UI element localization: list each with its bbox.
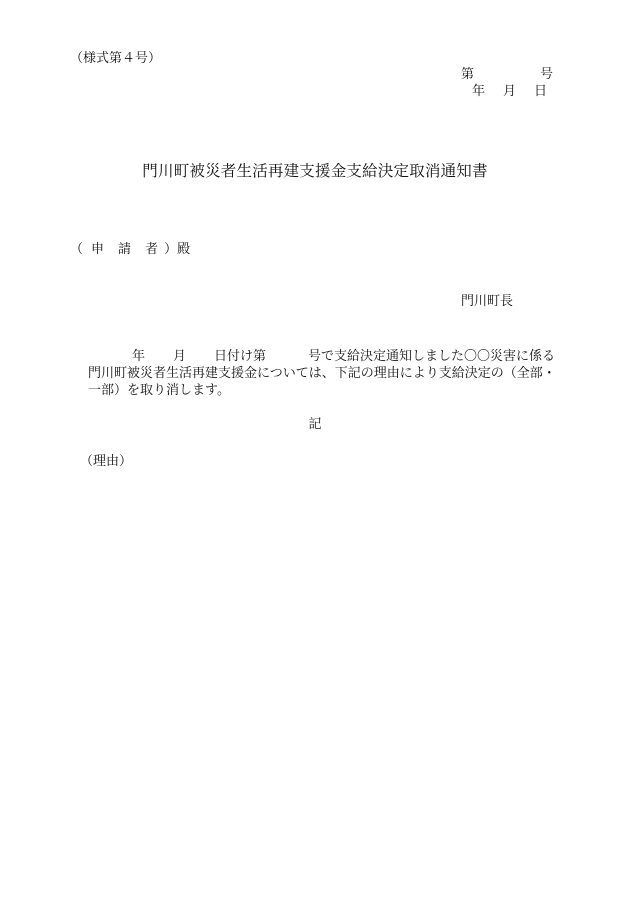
- issue-date: [472, 85, 547, 98]
- addressee-honorific: 殿: [177, 242, 191, 257]
- addressee-close-paren: ）: [164, 242, 178, 257]
- form-number: （様式第４号）: [70, 51, 162, 66]
- sender-name: 門川町長: [461, 294, 514, 309]
- body-line-3: 一部）を取り消します。: [88, 383, 230, 398]
- body-line-2: 門川町被災者生活再建支援金については、下記の理由により支給決定の（全部・: [88, 366, 556, 381]
- ki-heading: 記: [308, 417, 322, 432]
- addressee-char-2: 請: [118, 242, 132, 257]
- date-day: 日: [534, 84, 548, 99]
- reference-go: 号: [540, 67, 554, 82]
- body-month: 月: [173, 349, 187, 364]
- date-month: 月: [503, 84, 517, 99]
- document-title: 門川町被災者生活再建支援金支給決定取消通知書: [142, 162, 488, 180]
- addressee-open-paren: （: [70, 242, 84, 257]
- reason-label: （理由）: [80, 454, 133, 469]
- reference-number: [461, 68, 553, 81]
- notice-body: [88, 348, 574, 399]
- body-rest-line-1: 号で支給決定通知しました〇〇災害に係る: [308, 349, 556, 364]
- reference-dai: 第: [461, 67, 475, 82]
- addressee-char-1: 申: [91, 242, 105, 257]
- body-date-dai: 日付け第: [214, 349, 267, 364]
- addressee-char-3: 者: [145, 242, 159, 257]
- body-year: 年: [132, 349, 146, 364]
- addressee: [70, 243, 190, 256]
- body-line-1: [88, 348, 574, 365]
- date-year: 年: [472, 84, 486, 99]
